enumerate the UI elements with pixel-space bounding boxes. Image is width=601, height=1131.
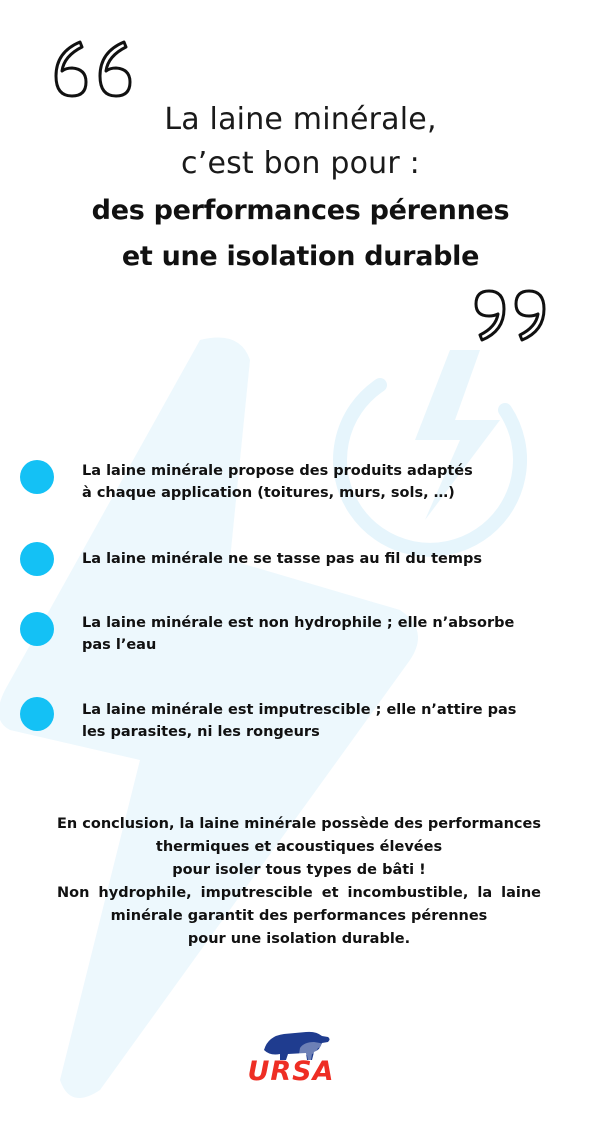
bullet-text: La laine minérale propose des produits adaptés à chaque application (toitures, murs, sols, …) [82,463,473,501]
logo-text: URSA [247,1056,335,1087]
bullet-dot [20,460,54,494]
headline-line-1: La laine minérale, [164,102,437,137]
bullet-dot [20,612,54,646]
headline-line-3: des performances pérennes [91,195,510,226]
bullet-text: La laine minérale est imputrescible ; elle n’attire pas les parasites, ni les rongeurs [82,702,517,740]
headline-line-2: c’est bon pour : [181,146,420,181]
conclusion-text: En conclusion, la laine minérale possède des performances thermiques et acoustiques élevées pour isoler tous types de bâti ! Non hydrophile, imputrescible et incombustible, la laine minérale garantit des performances pérennes pour une isolation durable. [57,816,541,947]
bullet-text: La laine minérale est non hydrophile ; elle n’absorbe pas l’eau [82,615,515,653]
bullet-dot [20,697,54,731]
bullet-text: La laine minérale ne se tasse pas au fil du temps [82,551,483,567]
headline-line-4: et une isolation durable [121,241,480,272]
ursa-logo [236,1028,346,1088]
bullet-dot [20,542,54,576]
